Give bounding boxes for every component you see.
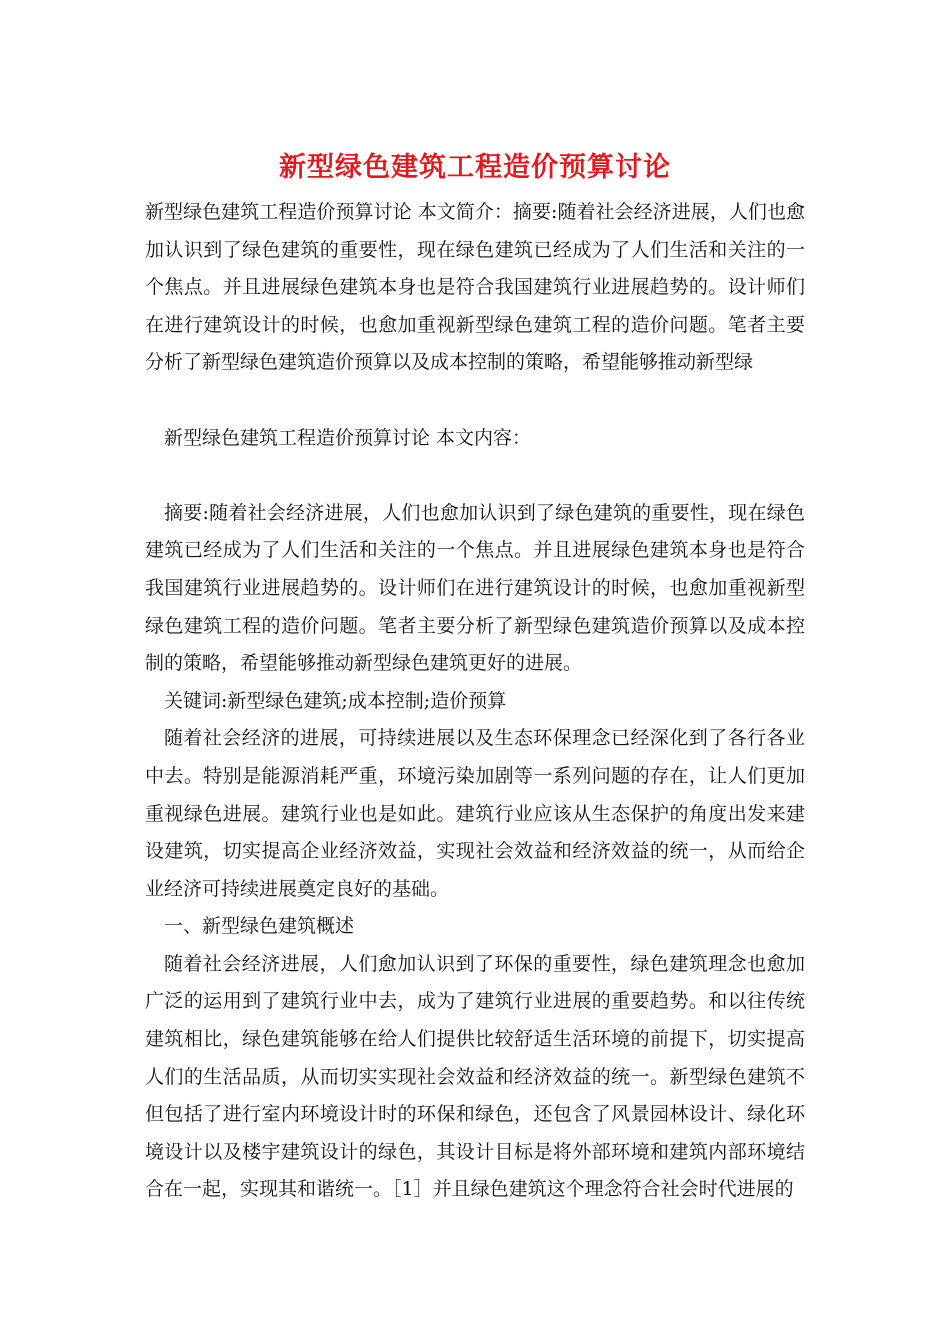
document-body	[145, 194, 805, 1209]
body-paragraph-2: 随着社会经济进展，人们愈加认识到了环保的重要性，绿色建筑理念也愈加广泛的运用到了建筑行业中去，成为了建筑行业进展的重要趋势。和以往传统建筑相比，绿色建筑能够在给人们提供比较舒适生活环境的前提下，切实提高人们的生活品质，从而切实实现社会效益和经济效益的统一。新型绿色建筑不但包括了进行室内环境设计时的环保和绿色，还包含了风景园林设计、绿化环境设计以及楼宇建筑设计的绿色，其设计目标是将外部环境和建筑内部环境结合在一起，实现其和谐统一。［1］并且绿色建筑这个理念符合社会时代进展的	[145, 952, 805, 1201]
spacer	[145, 382, 805, 420]
section-heading-1: 一、新型绿色建筑概述	[164, 915, 355, 938]
intro-paragraph: 新型绿色建筑工程造价预算讨论 本文简介：摘要:随着社会经济进展，人们也愈加认识到了绿色建筑的重要性，现在绿色建筑已经成为了人们生活和关注的一个焦点。并且进展绿色建筑本身也是符合我国建筑行业进展趋势的。设计师们在进行建筑设计的时候，也愈加重视新型绿色建筑工程的造价问题。笔者主要分析了新型绿色建筑造价预算以及成本控制的策略，希望能够推动新型绿	[145, 201, 805, 374]
body-paragraph-1: 随着社会经济的进展，可持续进展以及生态环保理念已经深化到了各行各业中去。特别是能源消耗严重，环境污染加剧等一系列问题的存在，让人们更加重视绿色进展。建筑行业也是如此。建筑行业应该从生态保护的角度出发来建设建筑，切实提高企业经济效益，实现社会效益和经济效益的统一，从而给企业经济可持续进展奠定良好的基础。	[145, 727, 805, 900]
content-heading: 新型绿色建筑工程造价预算讨论 本文内容：	[164, 426, 532, 449]
keywords-line: 关键词:新型绿色建筑;成本控制;造价预算	[164, 689, 507, 712]
abstract-paragraph: 摘要:随着社会经济进展，人们也愈加认识到了绿色建筑的重要性，现在绿色建筑已经成为了人们生活和关注的一个焦点。并且进展绿色建筑本身也是符合我国建筑行业进展趋势的。设计师们在进行建筑设计的时候，也愈加重视新型绿色建筑工程的造价问题。笔者主要分析了新型绿色建筑造价预算以及成本控制的策略，希望能够推动新型绿色建筑更好的进展。	[145, 501, 805, 675]
document-title: 新型绿色建筑工程造价预算讨论	[279, 152, 671, 183]
spacer	[145, 457, 805, 495]
